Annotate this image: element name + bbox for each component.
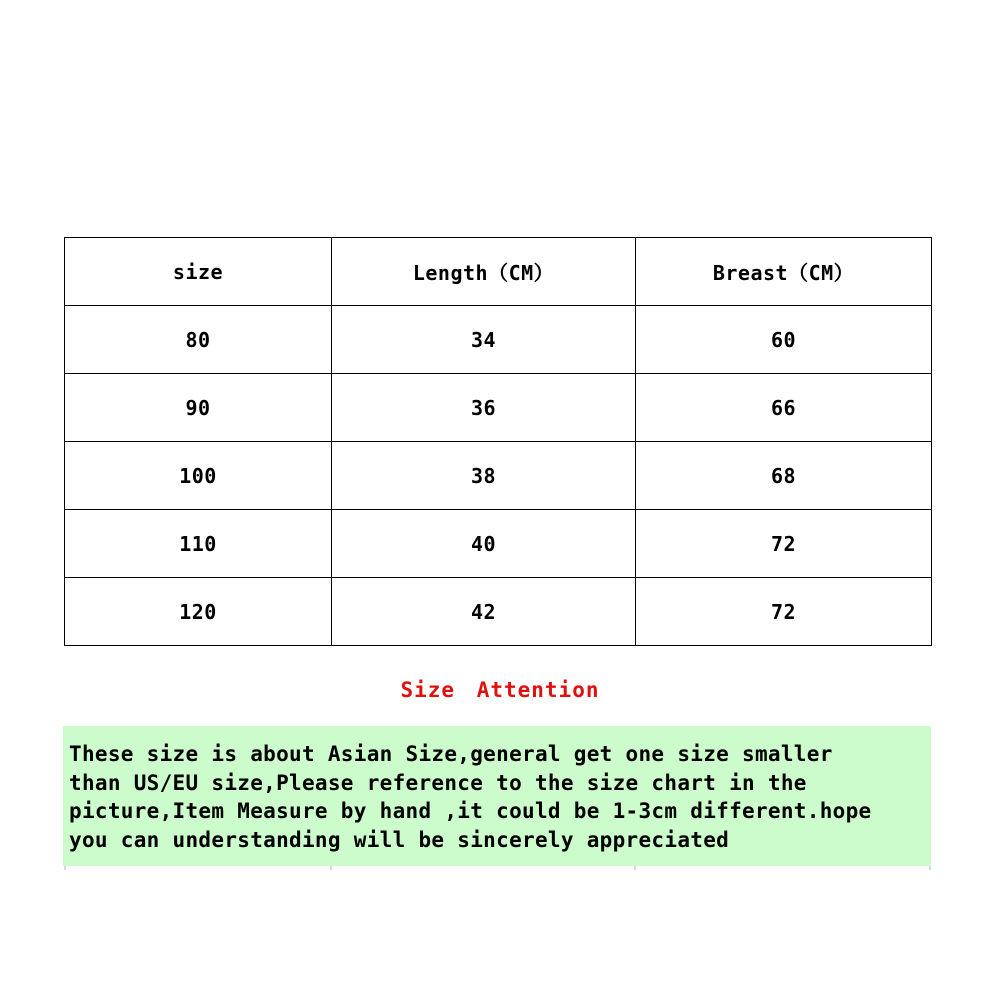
cell-size: 80: [65, 306, 332, 374]
size-notice-box: [63, 726, 931, 866]
size-attention-title: Size Attention: [400, 678, 600, 702]
header-size: size: [65, 238, 332, 306]
cell-breast: 66: [636, 374, 932, 442]
size-chart-table: [64, 237, 932, 646]
cell-size: 110: [65, 510, 332, 578]
divider-tick: [634, 866, 636, 870]
cell-length: 40: [332, 510, 636, 578]
table-row: [65, 578, 932, 646]
notice-line: you can understanding will be sincerely appreciated: [69, 827, 730, 852]
table-header-row: [65, 238, 932, 306]
notice-line: picture,Item Measure by hand ,it could be 1-3cm different.hope: [69, 799, 872, 823]
table-row: [65, 510, 932, 578]
cell-breast: 68: [636, 442, 932, 510]
notice-line: These size is about Asian Size,general get one size smaller: [69, 742, 833, 766]
cell-size: 100: [65, 442, 332, 510]
notice-line: than US/EU size,Please reference to the size chart in the: [69, 770, 807, 795]
divider-tick: [64, 866, 66, 870]
table-row: [65, 374, 932, 442]
table-row: [65, 442, 932, 510]
divider-tick: [330, 866, 332, 870]
header-breast: Breast（CM）: [636, 238, 932, 306]
cell-length: 42: [332, 578, 636, 646]
cell-length: 34: [332, 306, 636, 374]
cell-breast: 60: [636, 306, 932, 374]
table-row: [65, 306, 932, 374]
cell-breast: 72: [636, 510, 932, 578]
divider-tick: [929, 866, 931, 870]
cell-size: 120: [65, 578, 332, 646]
cell-breast: 72: [636, 578, 932, 646]
cell-size: 90: [65, 374, 332, 442]
cell-length: 38: [332, 442, 636, 510]
cell-length: 36: [332, 374, 636, 442]
header-length: Length（CM）: [332, 238, 636, 306]
